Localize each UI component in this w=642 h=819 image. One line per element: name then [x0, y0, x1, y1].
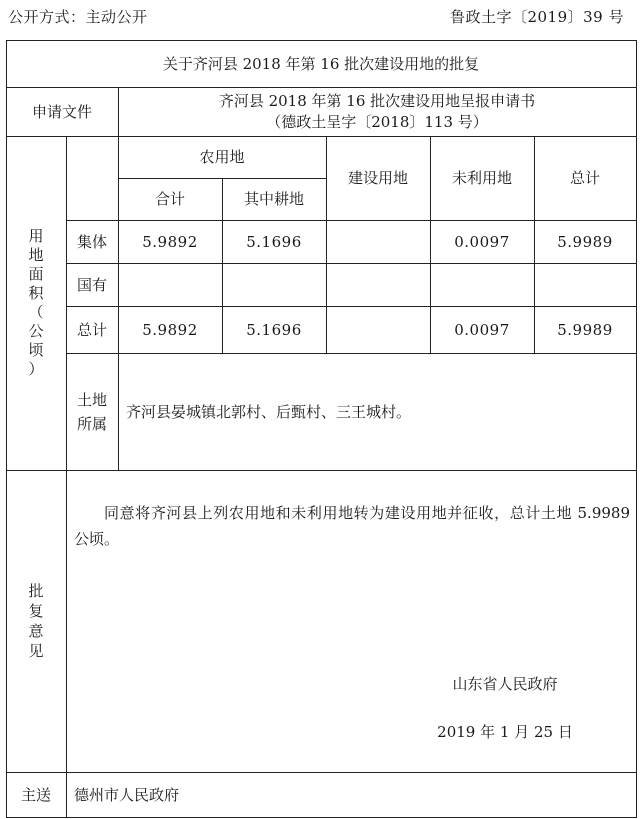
collective-subtotal: 5.9892 [142, 232, 198, 251]
unused-header: 未利用地 [451, 169, 512, 187]
document-title: 关于齐河县 2018 年第 16 批次建设用地的批复 [162, 54, 480, 73]
application-line-1: 齐河县 2018 年第 16 批次建设用地呈报申请书 [218, 91, 536, 110]
total-unused: 0.0097 [454, 320, 510, 339]
application-label: 申请文件 [31, 102, 92, 121]
total-subtotal: 5.9892 [142, 320, 198, 339]
total-cultivated: 5.1696 [246, 320, 302, 339]
document-number: 鲁政土字〔2019〕39 号 [449, 8, 624, 26]
land-ownership-label [66, 353, 118, 470]
opinion-label-char: 见 [28, 642, 44, 660]
area-label-char: 顷 [28, 341, 44, 359]
area-label-char: 积 [28, 284, 44, 302]
collective-construction [326, 220, 430, 263]
area-label-char: 面 [28, 265, 44, 283]
area-label-char: （ [28, 303, 44, 321]
construction-header: 建设用地 [347, 169, 408, 187]
cultivated-header: 其中耕地 [243, 190, 304, 208]
state-cultivated [222, 263, 326, 306]
disclosure-method: 公开方式：主动公开 [8, 8, 148, 26]
farmland-header: 农用地 [199, 148, 245, 166]
approval-date: 2019 年 1 月 25 日 [437, 723, 573, 741]
collective-total: 5.9989 [557, 232, 613, 251]
recipient-value: 德州市人民政府 [74, 785, 180, 804]
row-name-total: 总计 [76, 320, 107, 339]
opinion-label-char: 批 [28, 582, 44, 600]
land-ownership-value: 齐河县晏城镇北郭村、后甄村、三王城村。 [126, 402, 412, 421]
area-label-char: 公 [28, 322, 44, 340]
area-label-char: ） [28, 360, 44, 378]
opinion-label-char: 意 [28, 622, 44, 640]
row-name-collective: 集体 [76, 232, 107, 251]
ownership-label-line-2: 所属 [76, 414, 107, 433]
application-documents [118, 87, 636, 136]
area-label-char: 用 [28, 227, 44, 245]
collective-cultivated: 5.1696 [246, 232, 302, 251]
total-header: 总计 [569, 169, 600, 187]
approval-text: 同意将齐河县上列农用地和未利用地转为建设用地并征收，总计土地 5.9989 公顷。 [74, 504, 630, 548]
approval-opinion-label [6, 470, 66, 772]
state-construction [326, 263, 430, 306]
opinion-label-char: 复 [28, 602, 44, 620]
approving-authority: 山东省人民政府 [452, 675, 558, 693]
total-construction [326, 306, 430, 353]
state-subtotal [118, 263, 222, 306]
collective-unused: 0.0097 [454, 232, 510, 251]
area-label-char: 地 [28, 246, 44, 264]
state-total [534, 263, 636, 306]
application-line-2: （德政土呈字〔2018〕113 号） [266, 112, 488, 131]
ownership-label-line-1: 土地 [76, 390, 107, 409]
recipient-label: 主送 [20, 785, 51, 804]
subtotal-header: 合计 [154, 190, 185, 208]
land-area-label [6, 136, 66, 470]
total-total: 5.9989 [557, 320, 613, 339]
row-name-state: 国有 [76, 275, 107, 294]
state-unused [430, 263, 534, 306]
